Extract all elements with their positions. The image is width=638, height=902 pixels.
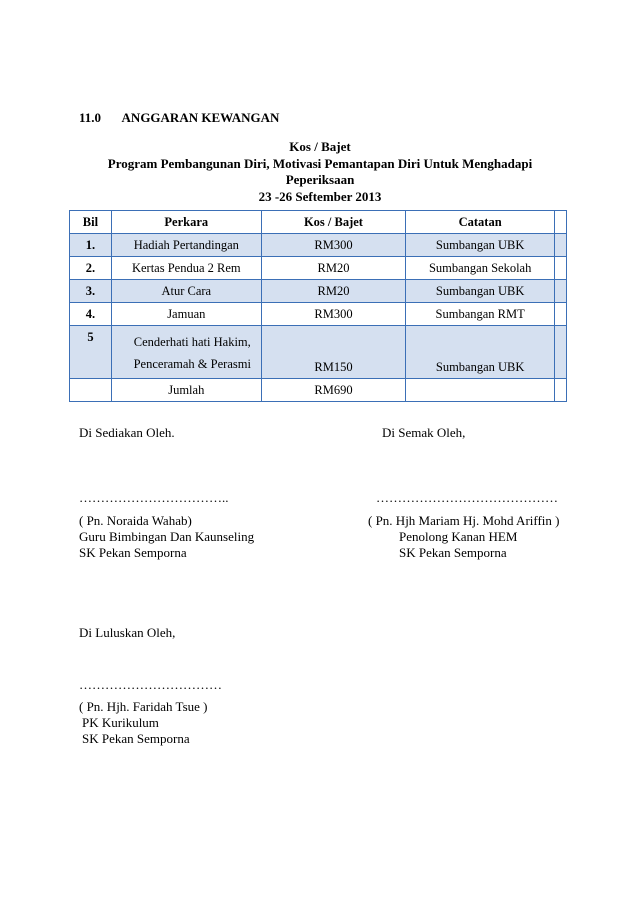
title-line-3: Peperiksaan [285, 172, 355, 187]
cell-catatan: Sumbangan Sekolah [406, 257, 555, 280]
prepared-position: Guru Bimbingan Dan Kaunseling [79, 529, 255, 544]
approved-position: PK Kurikulum [82, 715, 159, 730]
cell-spacer [555, 379, 567, 402]
cell-perkara: Atur Cara [111, 280, 261, 303]
cell-bil: 2. [70, 257, 112, 280]
prepared-heading: Di Sediakan Oleh. [79, 425, 175, 440]
cell-spacer [555, 303, 567, 326]
header-catatan: Catatan [406, 211, 555, 234]
cell-perkara-line-1: Cenderhati hati Hakim, [133, 335, 251, 349]
header-perkara: Perkara [111, 211, 261, 234]
checked-name: ( Pn. Hjh Mariam Hj. Mohd Ariffin ) [368, 513, 560, 528]
checked-signature-line: …………………………………… [376, 490, 558, 505]
cell-perkara [111, 326, 261, 379]
header-kos: Kos / Bajet [261, 211, 406, 234]
section-heading [79, 110, 279, 126]
approved-school: SK Pekan Semporna [82, 731, 190, 746]
cell-kos: RM20 [261, 280, 406, 303]
checked-heading: Di Semak Oleh, [382, 425, 466, 440]
prepared-school: SK Pekan Semporna [79, 545, 187, 560]
table-row [70, 280, 567, 303]
cell-catatan: Sumbangan UBK [406, 234, 555, 257]
cell-spacer [555, 257, 567, 280]
section-title: ANGGARAN KEWANGAN [121, 110, 280, 125]
prepared-name: ( Pn. Noraida Wahab) [79, 513, 192, 528]
cell-bil: 3. [70, 280, 112, 303]
table-row [70, 234, 567, 257]
cell-bil [70, 379, 112, 402]
cell-catatan: Sumbangan UBK [406, 280, 555, 303]
header-bil: Bil [70, 211, 112, 234]
cell-perkara-line-2: Penceramah & Perasmi [133, 357, 251, 371]
cell-perkara: Kertas Pendua 2 Rem [111, 257, 261, 280]
cell-catatan: Sumbangan UBK [406, 326, 555, 379]
cell-catatan: Sumbangan RMT [406, 303, 555, 326]
table-header-row [70, 211, 567, 234]
cell-bil: 5 [70, 326, 112, 379]
cell-catatan [406, 379, 555, 402]
cell-kos: RM150 [261, 326, 406, 379]
cell-spacer [555, 280, 567, 303]
prepared-block [79, 513, 254, 561]
cell-spacer [555, 234, 567, 257]
total-kos: RM690 [261, 379, 406, 402]
table-total-row [70, 379, 567, 402]
table-row [70, 257, 567, 280]
approved-heading: Di Luluskan Oleh, [79, 625, 176, 640]
header-spacer [555, 211, 567, 234]
prepared-signature-line: …………………………….. [79, 490, 229, 505]
approved-signature-line: …………………………… [79, 677, 222, 692]
cell-spacer [555, 326, 567, 379]
title-line-1: Kos / Bajet [289, 139, 351, 154]
section-number: 11.0 [79, 110, 102, 125]
total-label: Jumlah [111, 379, 261, 402]
cell-kos: RM20 [261, 257, 406, 280]
cell-kos: RM300 [261, 234, 406, 257]
title-block [90, 139, 550, 205]
table-row [70, 326, 567, 379]
title-line-2: Program Pembangunan Diri, Motivasi Pemantapan Diri Untuk Menghadapi [107, 155, 533, 171]
budget-table [69, 210, 567, 402]
cell-bil: 4. [70, 303, 112, 326]
approved-name: ( Pn. Hjh. Faridah Tsue ) [79, 699, 208, 714]
title-line-4: 23 -26 Seftember 2013 [258, 188, 382, 204]
approved-block [79, 699, 207, 747]
checked-position: Penolong Kanan HEM [399, 529, 518, 544]
checked-school: SK Pekan Semporna [399, 545, 507, 560]
cell-bil: 1. [70, 234, 112, 257]
cell-kos: RM300 [261, 303, 406, 326]
cell-perkara: Jamuan [111, 303, 261, 326]
checked-block [368, 513, 560, 561]
table-row [70, 303, 567, 326]
cell-perkara: Hadiah Pertandingan [111, 234, 261, 257]
